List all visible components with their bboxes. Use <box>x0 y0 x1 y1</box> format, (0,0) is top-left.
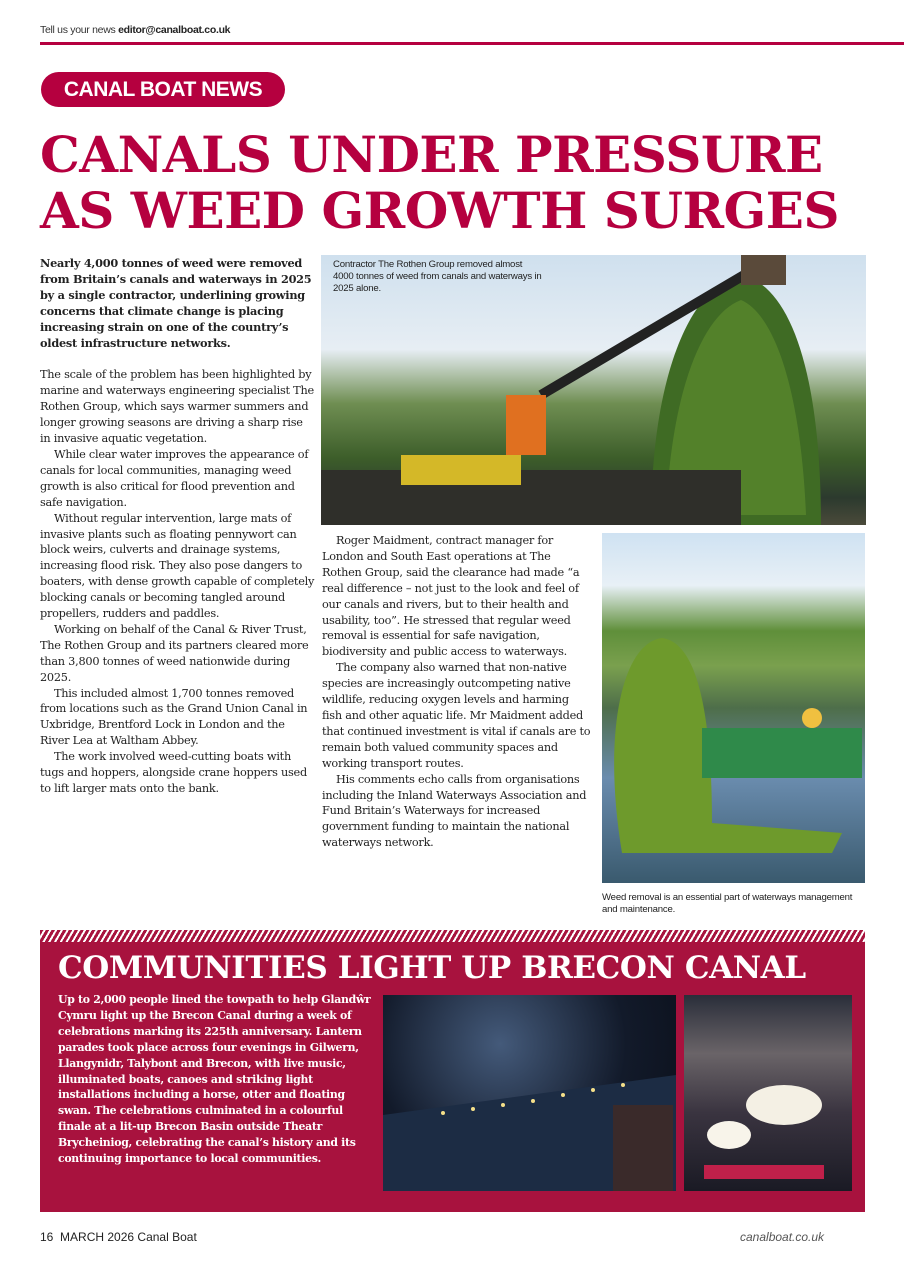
editor-email[interactable]: editor@canalboat.co.uk <box>118 24 231 36</box>
page-number: 16 <box>40 1230 54 1244</box>
news-prompt: Tell us your news <box>40 24 116 36</box>
headline-line-2: AS WEED GROWTH SURGES <box>40 181 839 240</box>
article-column-2 <box>322 533 592 851</box>
lantern-parade-photo <box>383 995 676 1191</box>
magazine-name: Canal Boat <box>137 1230 197 1244</box>
paragraph: While clear water improves the appearance of canals for local communities, managing weed growth is also critical for flood prevention and safe navigation. <box>40 447 309 509</box>
paragraph: The work involved weed-cutting boats with tugs and hoppers, alongside crane hoppers used to lift larger mats onto the bank. <box>40 750 307 795</box>
hatched-divider <box>40 930 865 942</box>
weed-crane-photo <box>321 255 866 525</box>
news-contact-line <box>40 24 230 36</box>
paragraph: Working on behalf of the Canal & River Trust, The Rothen Group and its partners cleared more than 3,800 tonnes of weed nationwide during 2025. <box>40 622 309 684</box>
photo-caption-1: Contractor The Rothen Group removed almost 4000 tonnes of weed from canals and waterways in 2025 alone. <box>333 259 542 294</box>
weed-boat-scene-illustration <box>602 533 865 883</box>
article-headline <box>40 127 880 239</box>
issue-date: MARCH 2026 <box>60 1230 135 1244</box>
sidebar-text: Up to 2,000 people lined the towpath to help Glandŵr Cymru light up the Brecon Canal during a week of celebrations marking its 225th anniversary. Lantern parades took place across four evenings in Gilwern, Llangynidr, Talybont and Brecon, with live music, illuminated boats, canoes and striking light installations including a horse, otter and floating swan. The celebrations culminated in a colourful finale at a lit-up Brecon Basin outside Theatr Brycheiniog, celebrating the canal’s history and its continuing importance to local communities. <box>58 993 371 1166</box>
weed-boat-photo <box>602 533 865 883</box>
photo-caption-2: Weed removal is an essential part of waterways management and maintenance. <box>602 892 853 915</box>
lantern-parade-illustration <box>383 995 676 1191</box>
light-installation-photo <box>684 995 852 1191</box>
paragraph: Without regular intervention, large mats of invasive plants such as floating pennywort can block weirs, culverts and drainage systems, increasing flood risk. They also pose dangers to boaters, with dense growth capable of completely blocking canals or becoming tangled around propellers, rudders and paddles. <box>40 511 315 621</box>
website-link[interactable]: canalboat.co.uk <box>740 1230 825 1244</box>
section-badge: CANAL BOAT NEWS <box>41 72 285 107</box>
swan-horse-lanterns-illustration <box>684 995 852 1191</box>
crane-scene-illustration <box>321 255 866 525</box>
article-lead: Nearly 4,000 tonnes of weed were removed from Britain’s canals and waterways in 2025 by a single contractor, underlining growing concerns that climate change is placing increasing strain on one of the country’s oldest infrastructure networks. <box>40 256 312 350</box>
paragraph: The scale of the problem has been highlighted by marine and waterways engineering specialist The Rothen Group, which says warmer summers and longer growing seasons are driving a sharp rise in invasive aquatic vegetation. <box>40 368 314 446</box>
paragraph: The company also warned that non-native species are increasingly outcompeting native wildlife, reducing oxygen levels and harming fish and other aquatic life. Mr Maidment added that continued investment is vital if canals are to remain both valued community spaces and working transport routes. <box>322 661 591 770</box>
paragraph: This included almost 1,700 tonnes removed from locations such as the Grand Union Canal in Uxbridge, Brentford Lock in London and the River Lea at Waltham Abbey. <box>40 686 308 748</box>
headline-line-1: CANALS UNDER PRESSURE <box>40 125 823 184</box>
paragraph: Roger Maidment, contract manager for London and South East operations at The Rothen Group, said the clearance had made “a real difference – not just to the look and feel of our canals and rivers, but to their health and usability, too”. He stressed that regular weed removal is essential for safe navigation, biodiversity and public access to waterways. <box>322 534 580 659</box>
article-column-1 <box>40 256 315 797</box>
sidebar-title: COMMUNITIES LIGHT UP BRECON CANAL <box>58 950 806 986</box>
paragraph: His comments echo calls from organisations including the Inland Waterways Association and Fund Britain’s Waterways for increased government funding to maintain the national waterways network. <box>322 772 587 850</box>
page-footer <box>40 1230 197 1244</box>
header-rule <box>40 42 904 45</box>
